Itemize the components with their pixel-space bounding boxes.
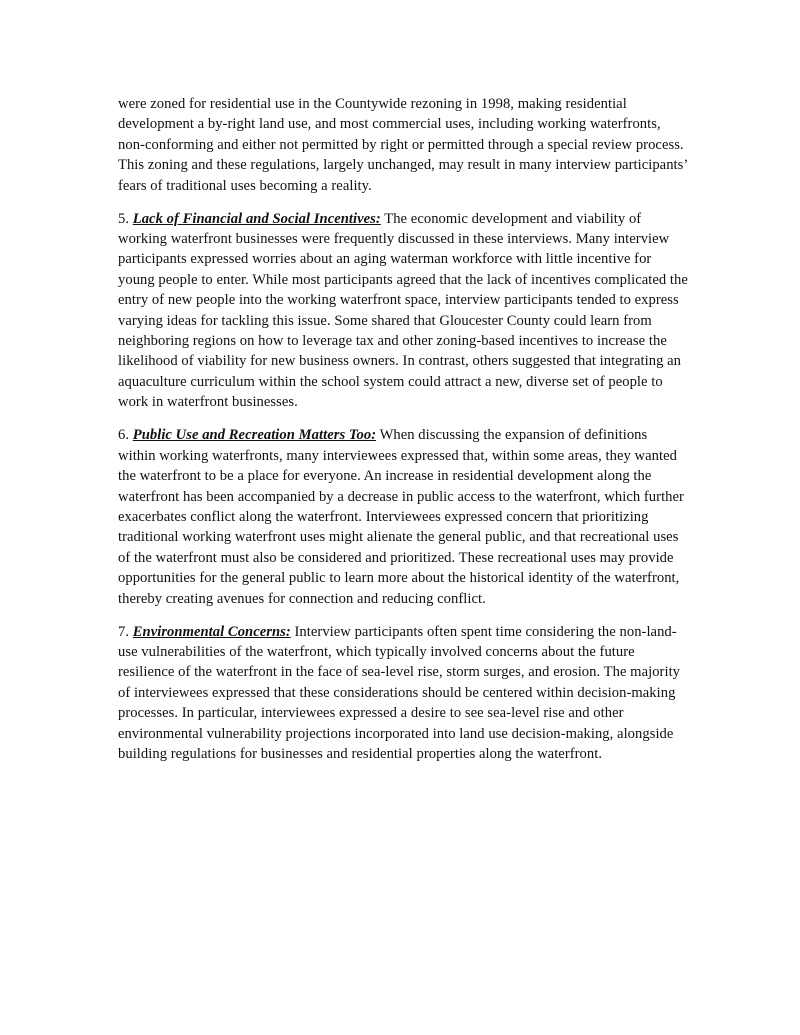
section-number: 5. (118, 210, 130, 227)
section-number: 7. (118, 623, 130, 640)
section-body: When discussing the expansion of definitions within working waterfronts, many interviewees expressed that, within some areas, they wanted the waterfront to be a place for everyone. An increase in residential development along the waterfront has been accompanied by a decrease in public access to the waterfront, which further exacerbates conflict along the waterfront. Interviewees expressed concern that prioritizing traditional working waterfront uses might alienate the general public, and that recreational uses of the waterfront must also be considered and prioritized. These recreational uses may provide opportunities for the general public to learn more about the historical identity of the waterfront, thereby creating avenues for connection and reducing conflict. (118, 427, 684, 607)
intro-paragraph: were zoned for residential use in the Countywide rezoning in 1998, making residential development a by-right land use, and most commercial uses, including working waterfronts, non-conforming and either not permitted by right or permitted through a special review process. This zoning and these regulations, largely unchanged, may result in many interview participants’ fears of traditional uses becoming a reality. (118, 96, 688, 194)
section-heading: Environmental Concerns: (132, 623, 291, 640)
section-public-use (118, 425, 688, 609)
section-number: 6. (118, 427, 130, 444)
section-heading: Lack of Financial and Social Incentives: (132, 210, 381, 227)
section-body: Interview participants often spent time considering the non-land-use vulnerabilities of the waterfront, which typically involved concerns about the future resilience of the waterfront in the face of sea-level rise, storm surges, and erosion. The majority of interviewees expressed that these considerations should be centered within decision-making processes. In particular, interviewees expressed a desire to see sea-level rise and other environmental vulnerability projections incorporated into land use decision-making, alongside building regulations for businesses and residential properties along the waterfront. (118, 623, 681, 762)
section-environmental-concerns (118, 622, 688, 765)
section-heading: Public Use and Recreation Matters Too: (132, 427, 377, 444)
section-body: The economic development and viability of working waterfront businesses were frequently discussed in these interviews. Many interview participants expressed worries about an aging waterman workforce with little incentive for young people to enter. While most participants agreed that the lack of incentives complicated the entry of new people into the working waterfront space, interview participants tended to express varying ideas for tackling this issue. Some shared that Gloucester County could learn from neighboring regions on how to leverage tax and other zoning-based incentives to increase the likelihood of viability for new business owners. In contrast, others suggested that integrating an aquaculture curriculum within the school system could attract a new, diverse set of people to work in waterfront businesses. (118, 210, 688, 411)
document-page (118, 94, 688, 777)
section-lack-of-incentives (118, 209, 688, 413)
